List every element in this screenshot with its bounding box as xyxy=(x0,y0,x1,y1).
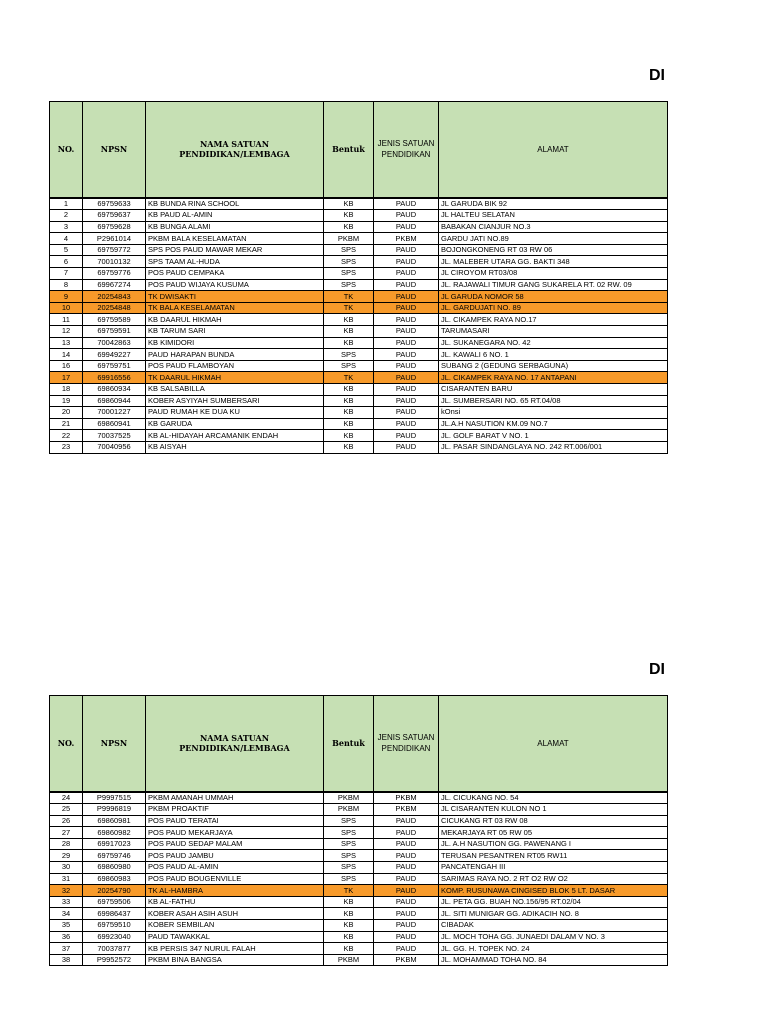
cell-npsn: 69923040 xyxy=(83,931,146,943)
cell-alamat: BABAKAN CIANJUR NO.3 xyxy=(439,221,668,233)
cell-npsn: 69759591 xyxy=(83,326,146,338)
table-row xyxy=(50,395,668,407)
cell-nama: TK DAARUL HIKMAH xyxy=(146,372,324,384)
cell-jenis: PAUD xyxy=(374,943,439,955)
cell-nama: KB DAARUL HIKMAH xyxy=(146,314,324,326)
cell-jenis: PAUD xyxy=(374,314,439,326)
cell-npsn: 69759589 xyxy=(83,314,146,326)
cell-alamat: PANCATENGAH III xyxy=(439,862,668,874)
cell-jenis: PAUD xyxy=(374,221,439,233)
cell-no: 3 xyxy=(50,221,83,233)
cell-alamat: SARIMAS RAYA NO. 2 RT O2 RW O2 xyxy=(439,873,668,885)
cell-npsn: P9997515 xyxy=(83,792,146,804)
cell-jenis: PKBM xyxy=(374,804,439,816)
cell-bentuk: SPS xyxy=(324,279,374,291)
table-row xyxy=(50,198,668,210)
cell-no: 31 xyxy=(50,873,83,885)
cell-bentuk: KB xyxy=(324,896,374,908)
cell-bentuk: KB xyxy=(324,221,374,233)
cell-no: 18 xyxy=(50,384,83,396)
cell-npsn: 69759637 xyxy=(83,210,146,222)
cell-no: 25 xyxy=(50,804,83,816)
cell-no: 4 xyxy=(50,233,83,245)
table-row xyxy=(50,838,668,850)
cell-no: 19 xyxy=(50,395,83,407)
table-row xyxy=(50,302,668,314)
cell-npsn: 69759746 xyxy=(83,850,146,862)
table-row xyxy=(50,931,668,943)
cell-nama: POS PAUD CEMPAKA xyxy=(146,268,324,280)
cell-npsn: 70040956 xyxy=(83,441,146,453)
cell-alamat: TARUMASARI xyxy=(439,326,668,338)
table-row xyxy=(50,279,668,291)
header-bentuk: Bentuk xyxy=(324,102,374,198)
header-alamat: ALAMAT xyxy=(439,696,668,792)
cell-jenis: PAUD xyxy=(374,862,439,874)
cell-nama: KB BUNGA ALAMI xyxy=(146,221,324,233)
cell-jenis: PAUD xyxy=(374,372,439,384)
cell-bentuk: KB xyxy=(324,210,374,222)
cell-jenis: PAUD xyxy=(374,896,439,908)
cell-nama: KB AL-HIDAYAH ARCAMANIK ENDAH xyxy=(146,430,324,442)
cell-nama: KB BUNDA RINA SCHOOL xyxy=(146,198,324,210)
cell-jenis: PAUD xyxy=(374,873,439,885)
cell-no: 5 xyxy=(50,244,83,256)
table-row xyxy=(50,210,668,222)
cell-npsn: 69759772 xyxy=(83,244,146,256)
cell-no: 8 xyxy=(50,279,83,291)
cell-jenis: PAUD xyxy=(374,302,439,314)
cell-bentuk: KB xyxy=(324,430,374,442)
cell-nama: TK AL-HAMBRA xyxy=(146,885,324,897)
cell-no: 38 xyxy=(50,954,83,966)
cell-bentuk: SPS xyxy=(324,360,374,372)
cell-jenis: PAUD xyxy=(374,908,439,920)
cell-nama: POS PAUD FLAMBOYAN xyxy=(146,360,324,372)
cell-no: 12 xyxy=(50,326,83,338)
cell-nama: SPS POS PAUD MAWAR MEKAR xyxy=(146,244,324,256)
cell-npsn: 69759506 xyxy=(83,896,146,908)
table-row xyxy=(50,384,668,396)
cell-alamat: JL. SITI MUNIGAR GG. ADIKACIH NO. 8 xyxy=(439,908,668,920)
cell-nama: POS PAUD TERATAI xyxy=(146,815,324,827)
table-row xyxy=(50,792,668,804)
cell-alamat: JL. PETA GG. BUAH NO.156/95 RT.02/04 xyxy=(439,896,668,908)
table-row xyxy=(50,896,668,908)
cell-npsn: P9996819 xyxy=(83,804,146,816)
cell-nama: POS PAUD JAMBU xyxy=(146,850,324,862)
cell-jenis: PAUD xyxy=(374,920,439,932)
cell-jenis: PAUD xyxy=(374,430,439,442)
cell-no: 1 xyxy=(50,198,83,210)
cell-jenis: PAUD xyxy=(374,407,439,419)
table-row xyxy=(50,268,668,280)
table-row xyxy=(50,221,668,233)
cell-npsn: 69759633 xyxy=(83,198,146,210)
cell-no: 30 xyxy=(50,862,83,874)
cell-nama: KB PERSIS 347 NURUL FALAH xyxy=(146,943,324,955)
cell-npsn: 69917023 xyxy=(83,838,146,850)
cell-bentuk: SPS xyxy=(324,268,374,280)
table-row xyxy=(50,827,668,839)
cell-alamat: JL. GG. H. TOPEK NO. 24 xyxy=(439,943,668,955)
cell-jenis: PAUD xyxy=(374,827,439,839)
cell-no: 26 xyxy=(50,815,83,827)
cell-alamat: MEKARJAYA RT 05 RW 05 xyxy=(439,827,668,839)
cell-bentuk: KB xyxy=(324,931,374,943)
table-row xyxy=(50,360,668,372)
cell-alamat: CICUKANG RT 03 RW 08 xyxy=(439,815,668,827)
table-row xyxy=(50,430,668,442)
cell-nama: KOBER ASYIYAH SUMBERSARI xyxy=(146,395,324,407)
cell-npsn: 20254790 xyxy=(83,885,146,897)
cell-no: 13 xyxy=(50,337,83,349)
cell-bentuk: TK xyxy=(324,885,374,897)
cell-bentuk: SPS xyxy=(324,256,374,268)
cell-bentuk: KB xyxy=(324,920,374,932)
cell-npsn: 69860934 xyxy=(83,384,146,396)
cell-nama: SPS TAAM AL-HUDA xyxy=(146,256,324,268)
cell-nama: KB SALSABILLA xyxy=(146,384,324,396)
cell-alamat: JL. MOCH TOHA GG. JUNAEDI DALAM V NO. 3 xyxy=(439,931,668,943)
cell-jenis: PAUD xyxy=(374,418,439,430)
header-no: NO. xyxy=(50,102,83,198)
cell-alamat: JL. MOHAMMAD TOHA NO. 84 xyxy=(439,954,668,966)
cell-nama: KOBER SEMBILAN xyxy=(146,920,324,932)
cell-npsn: 70001227 xyxy=(83,407,146,419)
cell-no: 24 xyxy=(50,792,83,804)
cell-no: 7 xyxy=(50,268,83,280)
table-row xyxy=(50,326,668,338)
cell-nama: KB PAUD AL-AMIN xyxy=(146,210,324,222)
table-row xyxy=(50,862,668,874)
cell-nama: KOBER ASAH ASIH ASUH xyxy=(146,908,324,920)
cell-nama: PKBM AMANAH UMMAH xyxy=(146,792,324,804)
cell-jenis: PKBM xyxy=(374,792,439,804)
cell-no: 29 xyxy=(50,850,83,862)
header-npsn: NPSN xyxy=(83,102,146,198)
header-jenis: JENIS SATUAN PENDIDIKAN xyxy=(374,696,439,792)
cell-jenis: PAUD xyxy=(374,815,439,827)
cell-bentuk: KB xyxy=(324,198,374,210)
cell-nama: KB TARUM SARI xyxy=(146,326,324,338)
cell-no: 37 xyxy=(50,943,83,955)
cell-alamat: JL GARUDA BIK 92 xyxy=(439,198,668,210)
cell-npsn: 69916556 xyxy=(83,372,146,384)
cell-jenis: PAUD xyxy=(374,441,439,453)
table-row xyxy=(50,256,668,268)
cell-npsn: 69967274 xyxy=(83,279,146,291)
cell-bentuk: SPS xyxy=(324,838,374,850)
cell-nama: POS PAUD BOUGENVILLE xyxy=(146,873,324,885)
cell-npsn: 69860983 xyxy=(83,873,146,885)
cell-jenis: PAUD xyxy=(374,326,439,338)
cell-bentuk: KB xyxy=(324,418,374,430)
cell-no: 23 xyxy=(50,441,83,453)
cell-alamat: JL. PASAR SINDANGLAYA NO. 242 RT.006/001 xyxy=(439,441,668,453)
cell-bentuk: TK xyxy=(324,291,374,303)
table-row xyxy=(50,804,668,816)
cell-alamat: SUBANG 2 (GEDUNG SERBAGUNA) xyxy=(439,360,668,372)
cell-alamat: JL. CIKAMPEK RAYA NO. 17 ANTAPANI xyxy=(439,372,668,384)
cell-no: 17 xyxy=(50,372,83,384)
cell-npsn: 69759510 xyxy=(83,920,146,932)
cell-nama: POS PAUD WIJAYA KUSUMA xyxy=(146,279,324,291)
cell-no: 16 xyxy=(50,360,83,372)
cell-npsn: P2961014 xyxy=(83,233,146,245)
cell-jenis: PAUD xyxy=(374,279,439,291)
cell-jenis: PAUD xyxy=(374,349,439,361)
cell-jenis: PAUD xyxy=(374,931,439,943)
header-jenis: JENIS SATUAN PENDIDIKAN xyxy=(374,102,439,198)
cell-alamat: JL HALTEU SELATAN xyxy=(439,210,668,222)
cell-npsn: 69860941 xyxy=(83,418,146,430)
cell-no: 9 xyxy=(50,291,83,303)
cell-no: 35 xyxy=(50,920,83,932)
table-row xyxy=(50,349,668,361)
cell-no: 14 xyxy=(50,349,83,361)
table-row xyxy=(50,418,668,430)
cell-alamat: CISARANTEN BARU xyxy=(439,384,668,396)
cell-no: 6 xyxy=(50,256,83,268)
cell-no: 32 xyxy=(50,885,83,897)
header-bentuk: Bentuk xyxy=(324,696,374,792)
cell-npsn: 20254843 xyxy=(83,291,146,303)
cell-jenis: PAUD xyxy=(374,885,439,897)
cell-bentuk: SPS xyxy=(324,850,374,862)
cell-bentuk: KB xyxy=(324,908,374,920)
cell-nama: KB AL-FATHU xyxy=(146,896,324,908)
cell-jenis: PAUD xyxy=(374,198,439,210)
cell-alamat: JL CIROYOM RT03/08 xyxy=(439,268,668,280)
school-table-2 xyxy=(49,695,668,966)
cell-npsn: P9952572 xyxy=(83,954,146,966)
cell-no: 28 xyxy=(50,838,83,850)
cell-bentuk: KB xyxy=(324,395,374,407)
table-row xyxy=(50,291,668,303)
cell-alamat: JL. CIKAMPEK RAYA NO.17 xyxy=(439,314,668,326)
cell-npsn: 70037525 xyxy=(83,430,146,442)
cell-alamat: JL. SUKANEGARA NO. 42 xyxy=(439,337,668,349)
cell-bentuk: KB xyxy=(324,337,374,349)
cell-npsn: 20254848 xyxy=(83,302,146,314)
cell-jenis: PAUD xyxy=(374,210,439,222)
header-alamat: ALAMAT xyxy=(439,102,668,198)
cell-bentuk: KB xyxy=(324,407,374,419)
cell-no: 34 xyxy=(50,908,83,920)
cell-alamat: JL. KAWALI 6 NO. 1 xyxy=(439,349,668,361)
cell-jenis: PKBM xyxy=(374,954,439,966)
table-row xyxy=(50,244,668,256)
cell-npsn: 69860980 xyxy=(83,862,146,874)
cell-nama: PKBM BALA KESELAMATAN xyxy=(146,233,324,245)
cell-no: 27 xyxy=(50,827,83,839)
table-row xyxy=(50,337,668,349)
header-nama: NAMA SATUAN PENDIDIKAN/LEMBAGA xyxy=(146,102,324,198)
cell-jenis: PAUD xyxy=(374,291,439,303)
school-table-1 xyxy=(49,101,668,454)
cell-alamat: JL. A.H NASUTION GG. PAWENANG I xyxy=(439,838,668,850)
table-row xyxy=(50,441,668,453)
table-header-row xyxy=(50,102,668,198)
cell-bentuk: KB xyxy=(324,943,374,955)
table-row xyxy=(50,908,668,920)
cell-alamat: KOMP. RUSUNAWA CINGISED BLOK 5 LT. DASAR xyxy=(439,885,668,897)
cell-jenis: PAUD xyxy=(374,384,439,396)
cell-npsn: 69759628 xyxy=(83,221,146,233)
cell-bentuk: SPS xyxy=(324,815,374,827)
cell-bentuk: PKBM xyxy=(324,954,374,966)
cell-npsn: 70010132 xyxy=(83,256,146,268)
cell-jenis: PAUD xyxy=(374,850,439,862)
cell-jenis: PAUD xyxy=(374,360,439,372)
cell-npsn: 69949227 xyxy=(83,349,146,361)
cell-bentuk: PKBM xyxy=(324,792,374,804)
cell-bentuk: PKBM xyxy=(324,804,374,816)
cell-npsn: 69759751 xyxy=(83,360,146,372)
cell-jenis: PAUD xyxy=(374,244,439,256)
cell-no: 2 xyxy=(50,210,83,222)
cell-alamat: JL. SUMBERSARI NO. 65 RT.04/08 xyxy=(439,395,668,407)
cell-bentuk: SPS xyxy=(324,349,374,361)
table-row xyxy=(50,885,668,897)
table-row xyxy=(50,407,668,419)
cell-alamat: TERUSAN PESANTREN RT05 RW11 xyxy=(439,850,668,862)
table-row xyxy=(50,954,668,966)
cell-bentuk: SPS xyxy=(324,244,374,256)
table-row xyxy=(50,815,668,827)
cell-alamat: JL. MALEBER UTARA GG. BAKTI 348 xyxy=(439,256,668,268)
cell-alamat: JL GARUDA NOMOR 58 xyxy=(439,291,668,303)
cell-nama: PKBM PROAKTIF xyxy=(146,804,324,816)
cell-bentuk: KB xyxy=(324,384,374,396)
cell-no: 11 xyxy=(50,314,83,326)
cell-alamat: kOnsi xyxy=(439,407,668,419)
cell-no: 20 xyxy=(50,407,83,419)
cell-nama: KB GARUDA xyxy=(146,418,324,430)
cell-alamat: JL. GARDUJATI NO. 89 xyxy=(439,302,668,314)
cell-jenis: PAUD xyxy=(374,268,439,280)
cell-bentuk: SPS xyxy=(324,873,374,885)
cell-alamat: JL.A.H NASUTION KM.09 NO.7 xyxy=(439,418,668,430)
cell-no: 33 xyxy=(50,896,83,908)
cell-nama: TK BALA KESELAMATAN xyxy=(146,302,324,314)
table-row xyxy=(50,233,668,245)
cell-jenis: PAUD xyxy=(374,395,439,407)
cell-bentuk: SPS xyxy=(324,862,374,874)
table-row xyxy=(50,314,668,326)
header-npsn: NPSN xyxy=(83,696,146,792)
cell-nama: POS PAUD SEDAP MALAM xyxy=(146,838,324,850)
cell-nama: KB AISYAH xyxy=(146,441,324,453)
cell-nama: TK DWISAKTI xyxy=(146,291,324,303)
cell-nama: PAUD HARAPAN BUNDA xyxy=(146,349,324,361)
cell-npsn: 70037877 xyxy=(83,943,146,955)
cell-alamat: BOJONGKONENG RT 03 RW 06 xyxy=(439,244,668,256)
table-row xyxy=(50,943,668,955)
cell-no: 10 xyxy=(50,302,83,314)
header-nama: NAMA SATUAN PENDIDIKAN/LEMBAGA xyxy=(146,696,324,792)
table-row xyxy=(50,873,668,885)
section-2-heading: DI xyxy=(649,661,665,678)
cell-alamat: JL. GOLF BARAT V NO. 1 xyxy=(439,430,668,442)
cell-bentuk: TK xyxy=(324,372,374,384)
cell-bentuk: KB xyxy=(324,314,374,326)
cell-bentuk: KB xyxy=(324,441,374,453)
cell-jenis: PAUD xyxy=(374,838,439,850)
header-no: NO. xyxy=(50,696,83,792)
cell-jenis: PAUD xyxy=(374,256,439,268)
cell-nama: KB KIMIDORI xyxy=(146,337,324,349)
cell-nama: POS PAUD MEKARJAYA xyxy=(146,827,324,839)
cell-npsn: 69860944 xyxy=(83,395,146,407)
cell-npsn: 69986437 xyxy=(83,908,146,920)
cell-nama: PAUD TAWAKKAL xyxy=(146,931,324,943)
table-header-row xyxy=(50,696,668,792)
table-row xyxy=(50,920,668,932)
table-row xyxy=(50,372,668,384)
cell-bentuk: TK xyxy=(324,302,374,314)
cell-alamat: JL. RAJAWALI TIMUR GANG SUKARELA RT. 02 RW. 09 xyxy=(439,279,668,291)
section-1-heading: DI xyxy=(649,67,665,84)
cell-npsn: 69759776 xyxy=(83,268,146,280)
cell-alamat: GARDU JATI NO.89 xyxy=(439,233,668,245)
cell-nama: PAUD RUMAH KE DUA KU xyxy=(146,407,324,419)
table-row xyxy=(50,850,668,862)
cell-alamat: CIBADAK xyxy=(439,920,668,932)
cell-jenis: PKBM xyxy=(374,233,439,245)
cell-nama: PKBM BINA BANGSA xyxy=(146,954,324,966)
cell-no: 21 xyxy=(50,418,83,430)
cell-bentuk: PKBM xyxy=(324,233,374,245)
cell-npsn: 69860981 xyxy=(83,815,146,827)
cell-npsn: 69860982 xyxy=(83,827,146,839)
cell-no: 22 xyxy=(50,430,83,442)
cell-nama: POS PAUD AL-AMIN xyxy=(146,862,324,874)
cell-alamat: JL CISARANTEN KULON NO 1 xyxy=(439,804,668,816)
cell-bentuk: KB xyxy=(324,326,374,338)
cell-npsn: 70042863 xyxy=(83,337,146,349)
cell-alamat: JL. CICUKANG NO. 54 xyxy=(439,792,668,804)
cell-jenis: PAUD xyxy=(374,337,439,349)
cell-bentuk: SPS xyxy=(324,827,374,839)
cell-no: 36 xyxy=(50,931,83,943)
